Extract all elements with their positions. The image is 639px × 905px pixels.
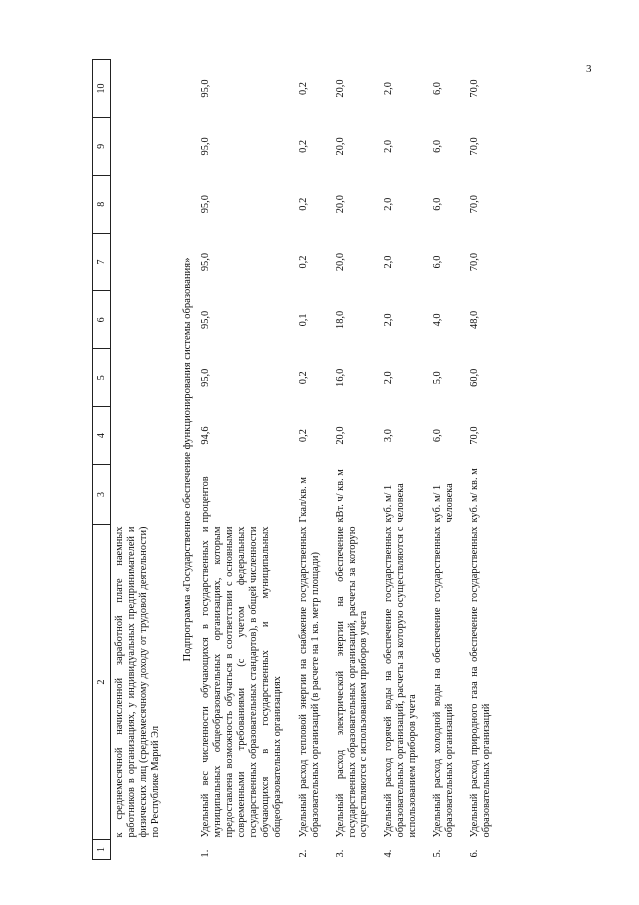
value-cell: 2,0 — [383, 313, 395, 327]
value-cell: 0,2 — [297, 255, 309, 269]
value-cell: 0,2 — [297, 139, 309, 153]
unit-cell: процентов — [199, 476, 211, 523]
value-cell: 0,2 — [297, 371, 309, 385]
value-cell: 3,0 — [383, 429, 395, 443]
value-cell: 2,0 — [383, 82, 395, 96]
header-cell: 9 — [93, 117, 111, 175]
value-cell: 6,0 — [432, 82, 444, 96]
value-cell: 95,0 — [199, 310, 211, 329]
table-row — [432, 60, 469, 860]
value-cell: 4,0 — [432, 313, 444, 327]
row-number: 3. — [334, 849, 346, 858]
value-cell: 94,6 — [199, 426, 211, 445]
row-number: 4. — [383, 849, 395, 858]
row-number: 6. — [469, 849, 481, 858]
row-number: 1. — [199, 849, 211, 858]
value-cell: 6,0 — [432, 429, 444, 443]
rotated-table-container — [92, 60, 604, 860]
value-cell: 60,0 — [469, 368, 481, 387]
indicator-table — [92, 59, 495, 860]
indicator-text: Удельный расход электрической энергии на обеспечение государственных образовательных организаций, расчеты за которую осуществляются с использованием приборов учета — [334, 526, 370, 838]
value-cell: 95,0 — [199, 137, 211, 156]
header-cell: 8 — [93, 175, 111, 233]
header-cell: 1 — [93, 840, 111, 860]
value-cell: 70,0 — [469, 195, 481, 214]
value-cell: 95,0 — [199, 79, 211, 98]
table-row — [383, 60, 432, 860]
unit-cell: куб. м/ кв. м — [469, 468, 481, 523]
row-number: 5. — [432, 849, 444, 858]
value-cell: 6,0 — [432, 139, 444, 153]
header-cell: 10 — [93, 60, 111, 118]
value-cell: 20,0 — [334, 426, 346, 445]
row-number: 2. — [297, 849, 309, 858]
header-cell: 2 — [93, 525, 111, 840]
value-cell: 0,1 — [297, 313, 309, 327]
indicator-text: Удельный вес численности обучающихся в государственных и муниципальных общеобразовательных организациях, которым предоставлена возможность обучаться в соответствии с основными современными требованиями (с учетом федеральных государственных образовательных стандартов), в общей численности обучающихся в государственных и муниципальных общеобразовательных организациях — [199, 526, 283, 838]
value-cell: 70,0 — [469, 252, 481, 272]
header-cell: 3 — [93, 465, 111, 525]
value-cell: 18,0 — [334, 310, 346, 329]
subprogram-row — [176, 60, 200, 860]
table-row — [469, 60, 495, 860]
indicator-text: Удельный расход природного газа на обеспечение государственных образовательных организаций — [469, 526, 493, 838]
unit-cell: куб. м/ 1 человека — [383, 483, 407, 523]
value-cell: 2,0 — [383, 255, 395, 269]
value-cell: 20,0 — [334, 137, 346, 156]
value-cell: 6,0 — [432, 197, 444, 211]
value-cell: 2,0 — [383, 197, 395, 211]
value-cell: 0,2 — [297, 197, 309, 211]
value-cell: 70,0 — [469, 426, 481, 445]
table-header-row — [93, 60, 111, 860]
value-cell: 0,2 — [297, 429, 309, 443]
table-row — [335, 60, 384, 860]
page-number: 3 — [586, 63, 592, 75]
value-cell: 20,0 — [334, 195, 346, 214]
subprogram-title: Подпрограмма «Государственное обеспечение функционирования системы образования» — [181, 257, 193, 662]
value-cell: 20,0 — [334, 79, 346, 98]
value-cell: 95,0 — [199, 368, 211, 387]
table-row — [111, 60, 176, 860]
value-cell: 95,0 — [199, 195, 211, 214]
value-cell: 0,2 — [297, 82, 309, 96]
header-cell: 4 — [93, 407, 111, 465]
value-cell: 20,0 — [334, 252, 346, 272]
continuation-text: к среднемесячной начисленной заработной плате наемных работников в организациях, у индивидуальных предпринимателей и физических лиц (среднемесячному доходу от трудовой деятельности) по Республике Марий Эл — [114, 526, 161, 838]
value-cell: 2,0 — [383, 371, 395, 385]
value-cell: 48,0 — [469, 310, 481, 329]
value-cell: 70,0 — [469, 137, 481, 156]
value-cell: 95,0 — [199, 252, 211, 272]
header-cell: 7 — [93, 233, 111, 291]
value-cell: 70,0 — [469, 79, 481, 98]
value-cell: 2,0 — [383, 139, 395, 153]
indicator-text: Удельный расход горячей воды на обеспечение государственных образовательных организаций, расчеты за которую осуществляются с использованием приборов учета — [383, 526, 419, 838]
header-cell: 5 — [93, 349, 111, 407]
indicator-text: Удельный расход тепловой энергии на снабжение государственных образовательных организаций (в расчете на 1 кв. метр площади) — [297, 526, 321, 838]
header-cell: 6 — [93, 291, 111, 349]
unit-cell: Гкал/кв. м — [297, 477, 309, 523]
table-row — [298, 60, 335, 860]
unit-cell: куб. м/ 1 человека — [432, 483, 456, 523]
value-cell: 6,0 — [432, 255, 444, 269]
unit-cell: кВт. ч/ кв. м — [334, 469, 346, 523]
value-cell: 16,0 — [334, 368, 346, 387]
value-cell: 5,0 — [432, 371, 444, 385]
table-row — [200, 60, 298, 860]
indicator-text: Удельный расход холодной воды на обеспечение государственных образовательных организаций — [432, 526, 456, 838]
